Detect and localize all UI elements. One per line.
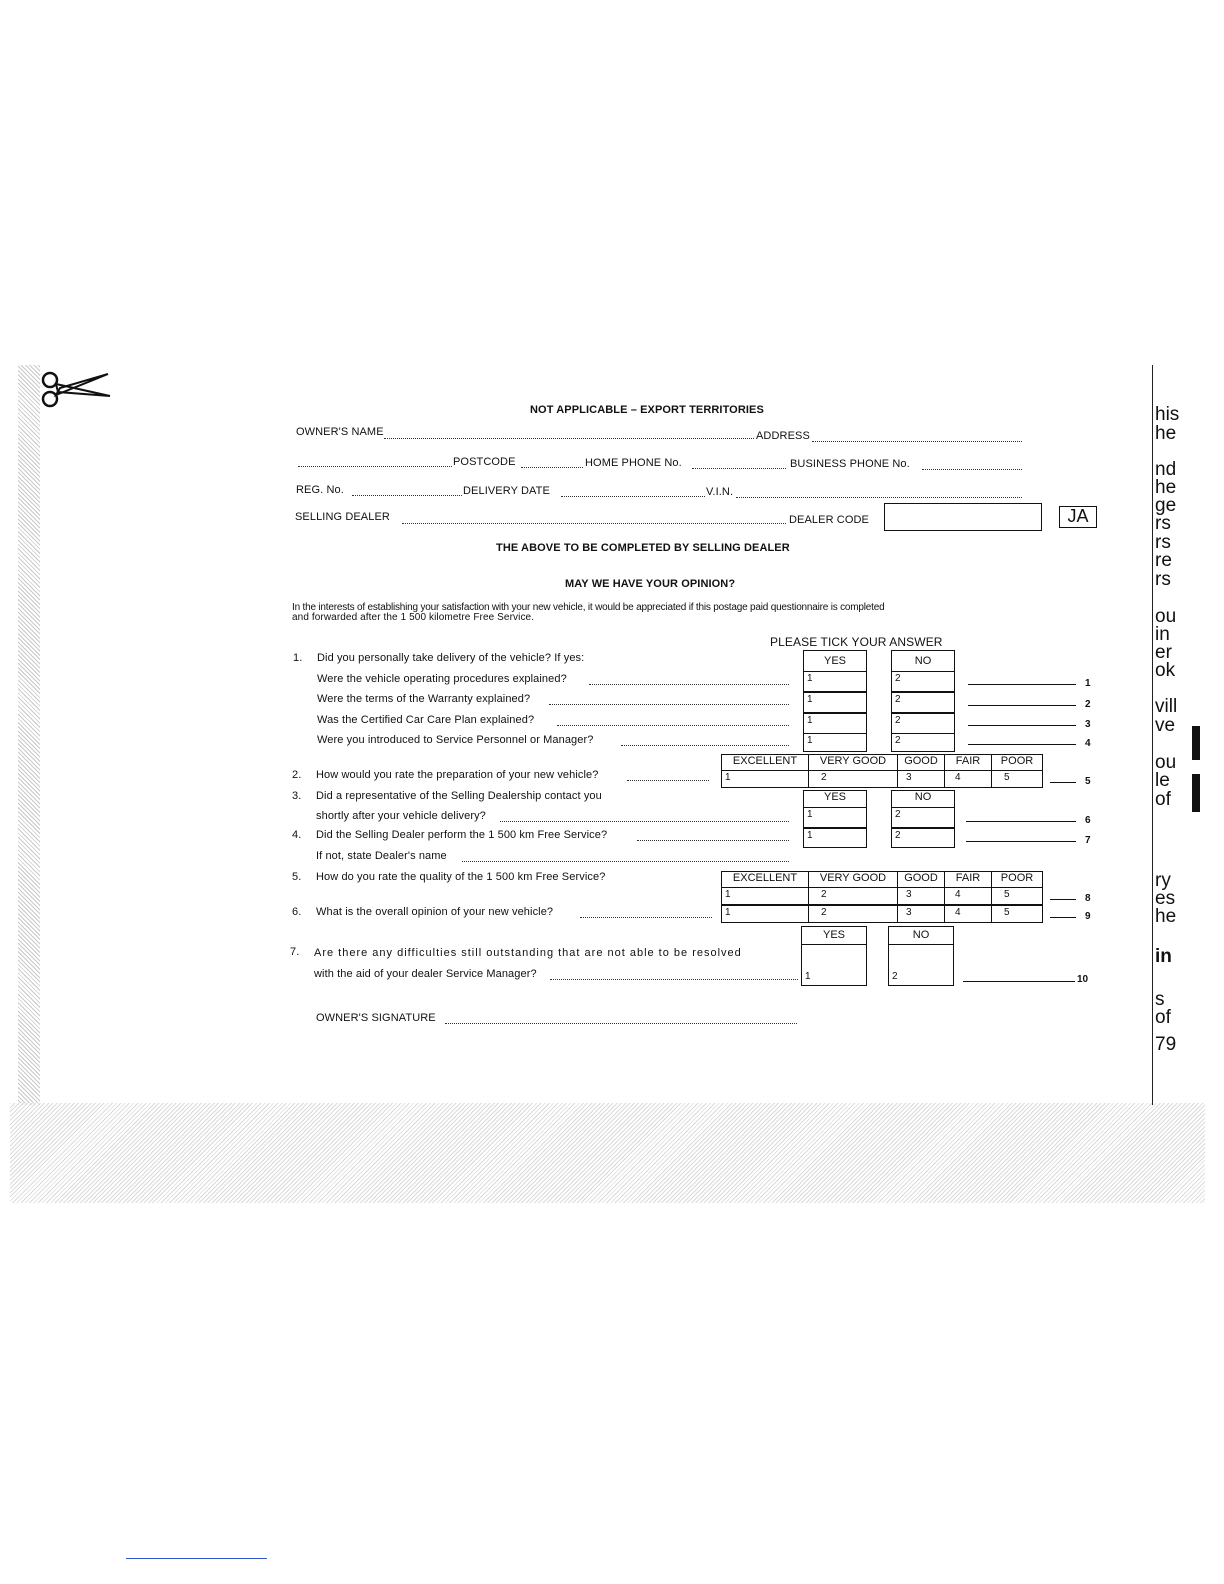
right-page-fragment: ok <box>1155 660 1176 681</box>
q1-text: Did you personally take delivery of the vehicle? If yes: <box>317 652 585 664</box>
scan-mark <box>1192 774 1200 812</box>
reg-no-field[interactable] <box>352 495 462 496</box>
address-line2-field[interactable] <box>298 466 452 467</box>
scissors-icon <box>38 368 114 410</box>
link-underline <box>126 1558 267 1559</box>
q6-fair-box[interactable]: 4 <box>944 905 992 923</box>
postcode-label: POSTCODE <box>453 456 516 468</box>
right-page-fragment: ve <box>1155 715 1176 736</box>
q1-number: 1. <box>293 652 303 664</box>
q5-header-good: GOOD <box>897 871 945 888</box>
owners-name-label: OWNER'S NAME <box>296 426 384 438</box>
q1c-leader <box>557 725 789 726</box>
ja-box: JA <box>1059 506 1097 528</box>
postcode-field[interactable] <box>521 467 583 468</box>
q5-header-very-good: VERY GOOD <box>808 871 898 888</box>
q3-no-box[interactable]: 2 <box>891 807 955 828</box>
q3-number: 3. <box>292 790 302 802</box>
q7-text-line2: with the aid of your dealer Service Manager? <box>314 968 537 980</box>
intro-text-line2: and forwarded after the 1 500 kilometre Free Service. <box>292 612 535 623</box>
completed-by-dealer-note: THE ABOVE TO BE COMPLETED BY SELLING DEALER <box>496 542 790 554</box>
right-page-fragment: rs <box>1155 532 1171 553</box>
right-page-fragment: s <box>1155 989 1165 1010</box>
q1b-no-box[interactable]: 2 <box>891 692 955 713</box>
q7-number: 7. <box>290 946 300 958</box>
q1-yes-header: YES <box>803 650 867 672</box>
right-page-fragment: in <box>1155 946 1172 967</box>
q3-yes-box[interactable]: 1 <box>803 807 867 828</box>
right-page-fragment: he <box>1155 906 1177 927</box>
row-number-7: 7 <box>1085 835 1091 846</box>
right-page-fragment: his <box>1155 404 1180 425</box>
q5-fair-box[interactable]: 4 <box>944 887 992 905</box>
row-line-4 <box>968 744 1076 745</box>
right-page-fragment: he <box>1155 423 1177 444</box>
row-line-7 <box>966 841 1076 842</box>
q2-header-good: GOOD <box>897 754 945 771</box>
signature-label: OWNER'S SIGNATURE <box>316 1012 436 1024</box>
business-phone-label: BUSINESS PHONE No. <box>790 458 910 470</box>
q4-number: 4. <box>292 829 302 841</box>
q6-leader <box>580 917 712 918</box>
q2-excellent-box[interactable]: 1 <box>721 770 809 788</box>
right-page-fragment: he <box>1155 477 1177 498</box>
home-phone-field[interactable] <box>692 468 786 469</box>
right-page-fragment: es <box>1155 888 1176 909</box>
q5-number: 5. <box>292 871 302 883</box>
row-line-6 <box>966 821 1076 822</box>
q5-poor-box[interactable]: 5 <box>991 887 1043 905</box>
reg-no-label: REG. No. <box>296 484 344 496</box>
q4-sub-text: If not, state Dealer's name <box>316 850 447 862</box>
row-number-4: 4 <box>1085 738 1091 749</box>
q1d-no-box[interactable]: 2 <box>891 733 955 752</box>
right-page-fragment: le <box>1155 770 1170 791</box>
q7-no-box[interactable]: 2 <box>888 944 954 986</box>
right-page-fragment: ge <box>1155 495 1177 516</box>
q2-leader <box>627 780 709 781</box>
row-line-5 <box>1050 782 1076 783</box>
q1c-no-box[interactable]: 2 <box>891 713 955 734</box>
scan-mark <box>1192 726 1200 760</box>
owners-name-field[interactable] <box>384 438 754 439</box>
q5-text: How do you rate the quality of the 1 500 km Free Service? <box>316 871 606 883</box>
q3-text-line2: shortly after your vehicle delivery? <box>316 810 486 822</box>
q1b-text: Were the terms of the Warranty explained? <box>317 693 531 705</box>
q4-leader <box>637 840 789 841</box>
q2-header-poor: POOR <box>991 754 1043 771</box>
dealers-name-field[interactable] <box>462 861 789 862</box>
q7-yes-header: YES <box>801 926 867 945</box>
q1a-leader <box>589 684 789 685</box>
q1a-no-box[interactable]: 2 <box>891 671 955 692</box>
q6-poor-box[interactable]: 5 <box>991 905 1043 923</box>
q3-yes-header: YES <box>803 790 867 808</box>
q2-header-excellent: EXCELLENT <box>721 754 809 771</box>
row-line-1 <box>968 684 1076 685</box>
q6-number: 6. <box>292 906 302 918</box>
q1d-yes-box[interactable]: 1 <box>803 733 867 752</box>
address-label: ADDRESS <box>756 430 810 442</box>
selling-dealer-field[interactable] <box>402 523 786 524</box>
q4-yes-box[interactable]: 1 <box>803 828 867 848</box>
right-page-fragment: ry <box>1155 870 1171 891</box>
right-page-fragment: ou <box>1155 752 1177 773</box>
q6-text: What is the overall opinion of your new vehicle? <box>316 906 554 918</box>
q5-good-box[interactable]: 3 <box>897 887 945 905</box>
q3-leader <box>500 821 789 822</box>
q6-good-box[interactable]: 3 <box>897 905 945 923</box>
right-page-fragment: ou <box>1155 606 1177 627</box>
row-line-10 <box>963 981 1075 982</box>
q2-fair-box[interactable]: 4 <box>944 770 992 788</box>
row-number-3: 3 <box>1085 719 1091 730</box>
right-page-fragment: 79 <box>1155 1034 1177 1055</box>
q2-number: 2. <box>292 769 302 781</box>
q7-leader <box>550 979 798 980</box>
row-number-5: 5 <box>1085 776 1091 787</box>
right-page-fragment: vill <box>1155 696 1178 717</box>
right-page-fragment: rs <box>1155 513 1171 534</box>
q5-header-fair: FAIR <box>944 871 992 888</box>
row-number-6: 6 <box>1085 815 1091 826</box>
address-field[interactable] <box>812 441 1022 442</box>
q1d-leader <box>621 745 789 746</box>
q3-text-line1: Did a representative of the Selling Dealership contact you <box>316 790 602 802</box>
q7-no-header: NO <box>888 926 954 945</box>
q1b-yes-box[interactable]: 1 <box>803 692 867 713</box>
q7-yes-box[interactable]: 1 <box>801 944 867 986</box>
page-edge <box>1152 365 1153 1105</box>
q5-header-poor: POOR <box>991 871 1043 888</box>
q2-header-very-good: VERY GOOD <box>808 754 898 771</box>
q2-good-box[interactable]: 3 <box>897 770 945 788</box>
delivery-date-label: DELIVERY DATE <box>463 485 550 497</box>
q1c-text: Was the Certified Car Care Plan explained? <box>317 714 535 726</box>
q2-text: How would you rate the preparation of your new vehicle? <box>316 769 599 781</box>
q7-text-line1: Are there any difficulties still outstanding that are not able to be resolved <box>314 947 742 959</box>
form-title: NOT APPLICABLE – EXPORT TERRITORIES <box>530 404 764 416</box>
intro-text-line1: In the interests of establishing your satisfaction with your new vehicle, it would be appreciated if this postage paid questionnaire is completed <box>292 602 885 613</box>
row-number-10: 10 <box>1077 974 1089 985</box>
q1-no-header: NO <box>891 650 955 672</box>
right-page-fragment: er <box>1155 642 1172 663</box>
row-number-8: 8 <box>1085 893 1091 904</box>
q1a-yes-box[interactable]: 1 <box>803 671 867 692</box>
q6-excellent-box[interactable]: 1 <box>721 905 809 923</box>
business-phone-field[interactable] <box>922 469 1022 470</box>
q1b-leader <box>549 704 789 705</box>
q5-very-good-box[interactable]: 2 <box>808 887 898 905</box>
q3-no-header: NO <box>891 790 955 808</box>
q4-no-box[interactable]: 2 <box>891 828 955 848</box>
vin-field[interactable] <box>736 497 1022 498</box>
row-number-1: 1 <box>1085 678 1091 689</box>
right-page-fragment: nd <box>1155 459 1177 480</box>
q5-excellent-box[interactable]: 1 <box>721 887 809 905</box>
dealer-code-label: DEALER CODE <box>789 514 869 526</box>
q1c-yes-box[interactable]: 1 <box>803 713 867 734</box>
scan-shadow-left <box>18 365 40 1105</box>
row-number-2: 2 <box>1085 699 1091 710</box>
delivery-date-field[interactable] <box>561 496 705 497</box>
right-page-fragment: re <box>1155 550 1172 571</box>
q1d-text: Were you introduced to Service Personnel or Manager? <box>317 734 594 746</box>
right-page-fragment: in <box>1155 624 1170 645</box>
row-line-2 <box>968 705 1076 706</box>
home-phone-label: HOME PHONE No. <box>585 457 682 469</box>
q6-very-good-box[interactable]: 2 <box>808 905 898 923</box>
row-line-9 <box>1050 917 1076 918</box>
q5-header-excellent: EXCELLENT <box>721 871 809 888</box>
q2-header-fair: FAIR <box>944 754 992 771</box>
q2-poor-box[interactable]: 5 <box>991 770 1043 788</box>
scan-shadow-bottom <box>10 1103 1205 1203</box>
row-line-3 <box>968 725 1076 726</box>
q1a-text: Were the vehicle operating procedures explained? <box>317 673 567 685</box>
right-page-fragment: of <box>1155 1007 1171 1028</box>
right-page-fragment: of <box>1155 789 1171 810</box>
q2-very-good-box[interactable]: 2 <box>808 770 898 788</box>
dealer-code-box[interactable] <box>884 503 1042 531</box>
row-number-9: 9 <box>1085 911 1091 922</box>
vin-label: V.I.N. <box>706 486 734 498</box>
tick-instruction: PLEASE TICK YOUR ANSWER <box>770 635 943 649</box>
selling-dealer-label: SELLING DEALER <box>295 511 390 523</box>
row-line-8 <box>1050 899 1076 900</box>
q4-text: Did the Selling Dealer perform the 1 500 km Free Service? <box>316 829 608 841</box>
signature-field[interactable] <box>445 1023 797 1024</box>
right-page-fragment: rs <box>1155 569 1171 590</box>
opinion-title: MAY WE HAVE YOUR OPINION? <box>565 578 736 590</box>
